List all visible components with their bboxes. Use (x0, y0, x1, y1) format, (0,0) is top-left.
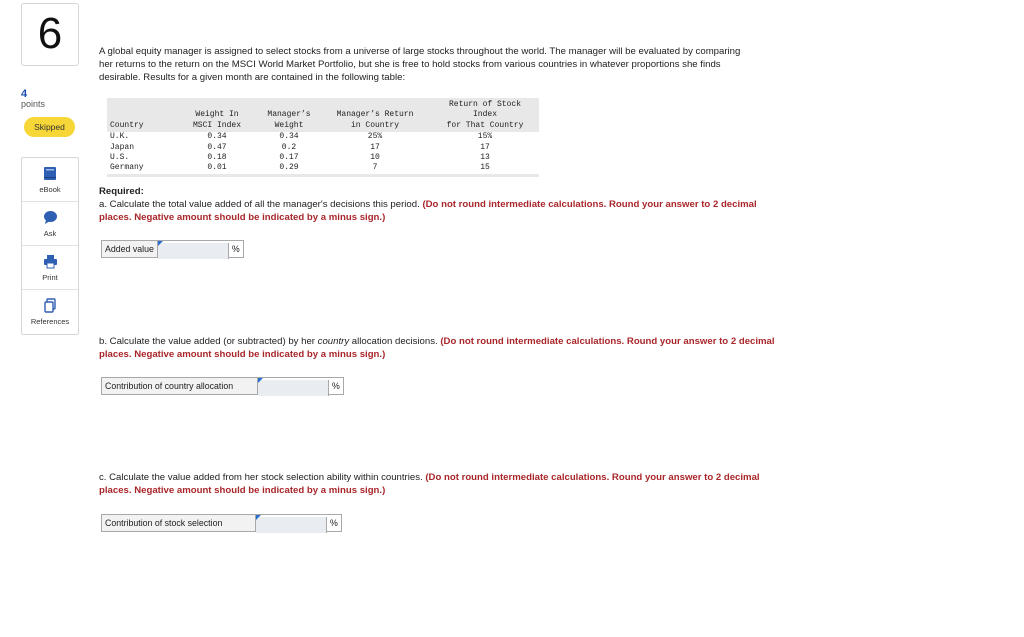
document-copy-icon (22, 298, 78, 314)
part-b-text-emphasis: country (317, 336, 350, 347)
part-b-text-after: allocation decisions. (349, 336, 438, 347)
part-a-instruction: (Do not round intermediate calculations. Round your answer to 2 decimal places. Negative amount should be indicated by a minus sign.) (99, 199, 757, 223)
cell-manager-return: 17 (319, 143, 431, 153)
cell-country: U.K. (107, 132, 175, 142)
cell-country: Japan (107, 143, 175, 153)
part-b-text-before: b. Calculate the value added (or subtracted) by her (99, 336, 318, 347)
part-c-answer-label: Contribution of stock selection (102, 515, 256, 531)
cell-msci-weight: 0.34 (175, 132, 259, 142)
cell-index-return: 13 (431, 153, 539, 163)
part-b-instruction: (Do not round intermediate calculations. Round your answer to 2 decimal places. Negative amount should be indicated by a minus sign.) (99, 336, 775, 360)
header-manager-weight: Manager’s Weight (267, 110, 311, 130)
tools-panel (21, 157, 79, 335)
cell-country: U.S. (107, 153, 175, 163)
ebook-button[interactable] (22, 158, 78, 202)
cell-msci-weight: 0.01 (175, 163, 259, 175)
ask-button[interactable] (22, 202, 78, 246)
part-a-answer-row (101, 240, 244, 258)
input-flag-icon (258, 378, 263, 383)
input-flag-icon (158, 241, 163, 246)
question-number: 6 (37, 9, 63, 58)
header-manager-return: Manager’s Return in Country (336, 110, 414, 130)
question-number-box (21, 3, 79, 66)
country-allocation-input[interactable] (258, 380, 329, 396)
table-row (107, 132, 539, 142)
percent-unit: % (327, 515, 341, 531)
header-index-return: Return of Stock Index for That Country (446, 100, 524, 130)
header-msci-weight: Weight In MSCI Index (192, 110, 241, 130)
part-c-answer-row (101, 514, 342, 532)
cell-msci-weight: 0.18 (175, 153, 259, 163)
part-c-instruction: (Do not round intermediate calculations. Round your answer to 2 decimal places. Negative amount should be indicated by a minus sign.) (99, 472, 760, 496)
cell-manager-return: 10 (319, 153, 431, 163)
references-button[interactable] (22, 290, 78, 334)
cell-manager-return: 7 (319, 163, 431, 175)
percent-unit: % (229, 241, 243, 257)
cell-msci-weight: 0.47 (175, 143, 259, 153)
cell-country: Germany (107, 163, 175, 175)
cell-index-return: 17 (431, 143, 539, 153)
part-b-question (99, 335, 779, 361)
cell-index-return: 15% (431, 132, 539, 142)
ebook-label: eBook (39, 185, 61, 194)
added-value-input[interactable] (158, 243, 229, 259)
cell-manager-weight: 0.29 (259, 163, 319, 175)
part-a-answer-label: Added value (102, 241, 158, 257)
required-heading: Required: (99, 186, 144, 197)
status-badge: Skipped (24, 117, 75, 137)
table-row (107, 153, 539, 163)
table-row (107, 143, 539, 153)
cell-manager-return: 25% (319, 132, 431, 142)
print-button[interactable] (22, 246, 78, 290)
header-country: Country (110, 120, 144, 130)
points-value: 4 (21, 88, 28, 100)
ask-label: Ask (43, 229, 57, 238)
book-icon (22, 166, 78, 182)
part-c-text: c. Calculate the value added from her stock selection ability within countries. (99, 472, 423, 483)
cell-manager-weight: 0.34 (259, 132, 319, 142)
chat-bubble-icon (22, 210, 78, 226)
input-flag-icon (256, 515, 261, 520)
part-b-answer-label: Contribution of country allocation (102, 378, 258, 394)
table-row (107, 163, 539, 175)
stock-selection-input[interactable] (256, 517, 327, 533)
part-b-answer-row (101, 377, 344, 395)
percent-unit: % (329, 378, 343, 394)
part-a-text: a. Calculate the total value added of all the manager's decisions this period. (99, 199, 420, 210)
cell-manager-weight: 0.17 (259, 153, 319, 163)
print-label: Print (42, 273, 58, 282)
printer-icon (22, 254, 78, 270)
references-label: References (30, 317, 70, 326)
cell-index-return: 15 (431, 163, 539, 175)
points-label: points (21, 99, 46, 109)
data-table (107, 98, 539, 177)
part-a-question (99, 198, 779, 224)
part-c-question (99, 471, 779, 497)
problem-intro: A global equity manager is assigned to select stocks from a universe of large stocks throughout the world. The manager will be evaluated by comparing her returns to the return on the MSCI World Market Portfolio, but she is free to hold stocks from various countries in whatever proportions she finds desirable. Results for a given month are contained in the following table: (99, 46, 741, 83)
cell-manager-weight: 0.2 (259, 143, 319, 153)
